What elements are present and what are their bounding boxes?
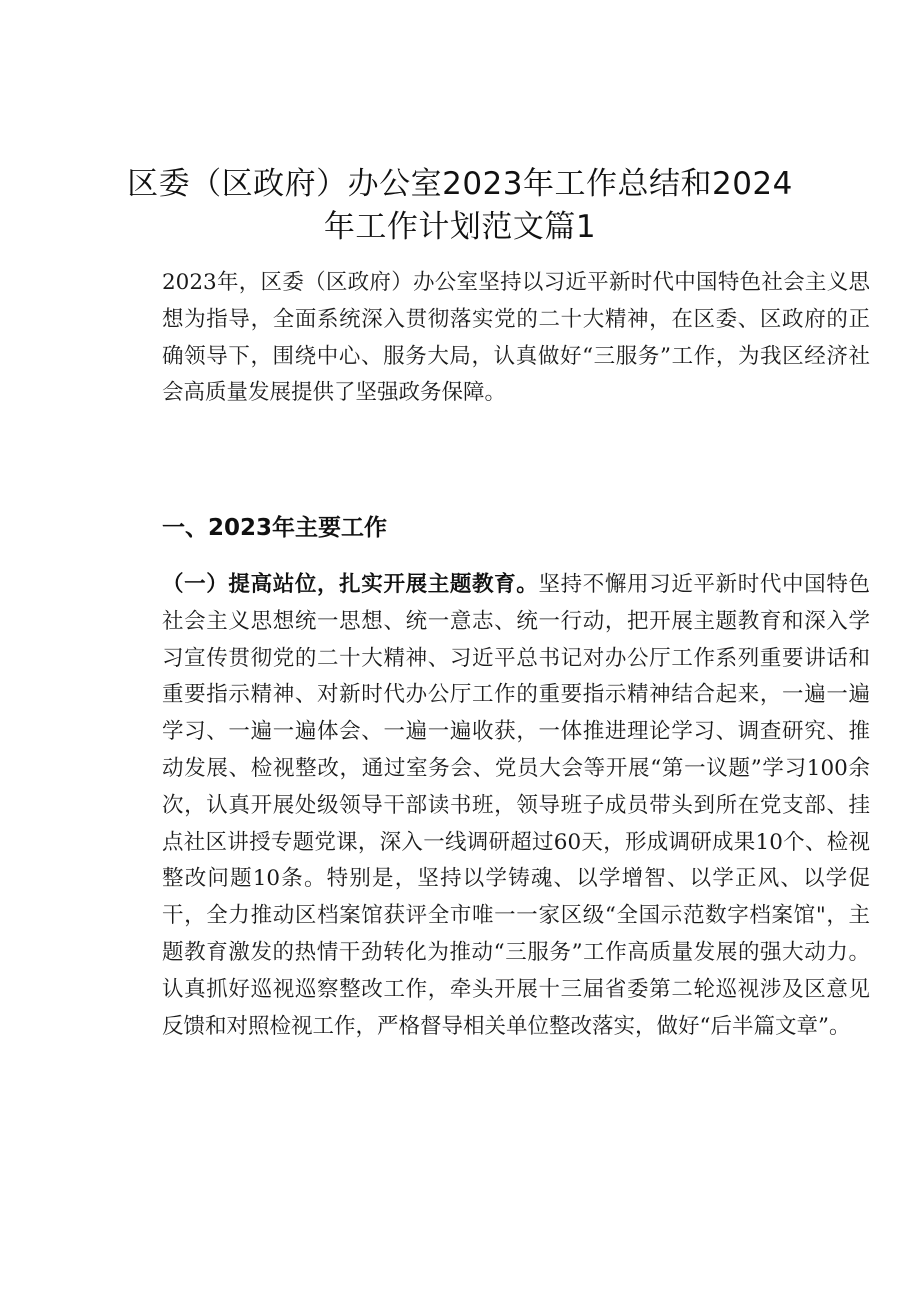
title-line-1: 区委（区政府）办公室2023年工作总结和2024: [127, 166, 793, 202]
subsection-body: 坚持不懈用习近平新时代中国特色社会主义思想统一思想、统一意志、统一行动，把开展主题教育和深入学习宣传贯彻党的二十大精神、习近平总书记对办公厅工作系列重要讲话和重要指示精神、对新时代办公厅工作的重要指示精神结合起来，一遍一遍学习、一遍一遍体会、一遍一遍收获，一体推进理论学习、调查研究、推动发展、检视整改，通过室务会、党员大会等开展“第一议题”学习100余次，认真开展处级领导干部读书班，领导班子成员带头到所在党支部、挂点社区讲授专题党课，深入一线调研超过60天，形成调研成果10个、检视整改问题10条。特别是，坚持以学铸魂、以学增智、以学正风、以学促干，全力推动区档案馆获评全市唯一一家区级“全国示范数字档案馆"，主题教育激发的热情干劲转化为推动“三服务”工作高质量发展的强大动力。认真抓好巡视巡察整改工作，牵头开展十三届省委第二轮巡视涉及区意见反馈和对照检视工作，严格督导相关单位整改落实，做好“后半篇文章”。: [162, 572, 870, 1039]
subsection-paragraph: [118, 567, 870, 1045]
document-title: [100, 163, 820, 249]
subsection-lead: （一）提高站位，扎实开展主题教育。: [162, 572, 539, 597]
title-line-2: 年工作计划范文篇1: [323, 209, 597, 245]
intro-paragraph: 2023年，区委（区政府）办公室坚持以习近平新时代中国特色社会主义思想为指导，全面系统深入贯彻落实党的二十大精神，在区委、区政府的正确领导下，围绕中心、服务大局，认真做好“三服务”工作，为我区经济社会高质量发展提供了坚强政务保障。: [162, 270, 870, 406]
section-heading: 一、2023年主要工作: [162, 515, 388, 541]
